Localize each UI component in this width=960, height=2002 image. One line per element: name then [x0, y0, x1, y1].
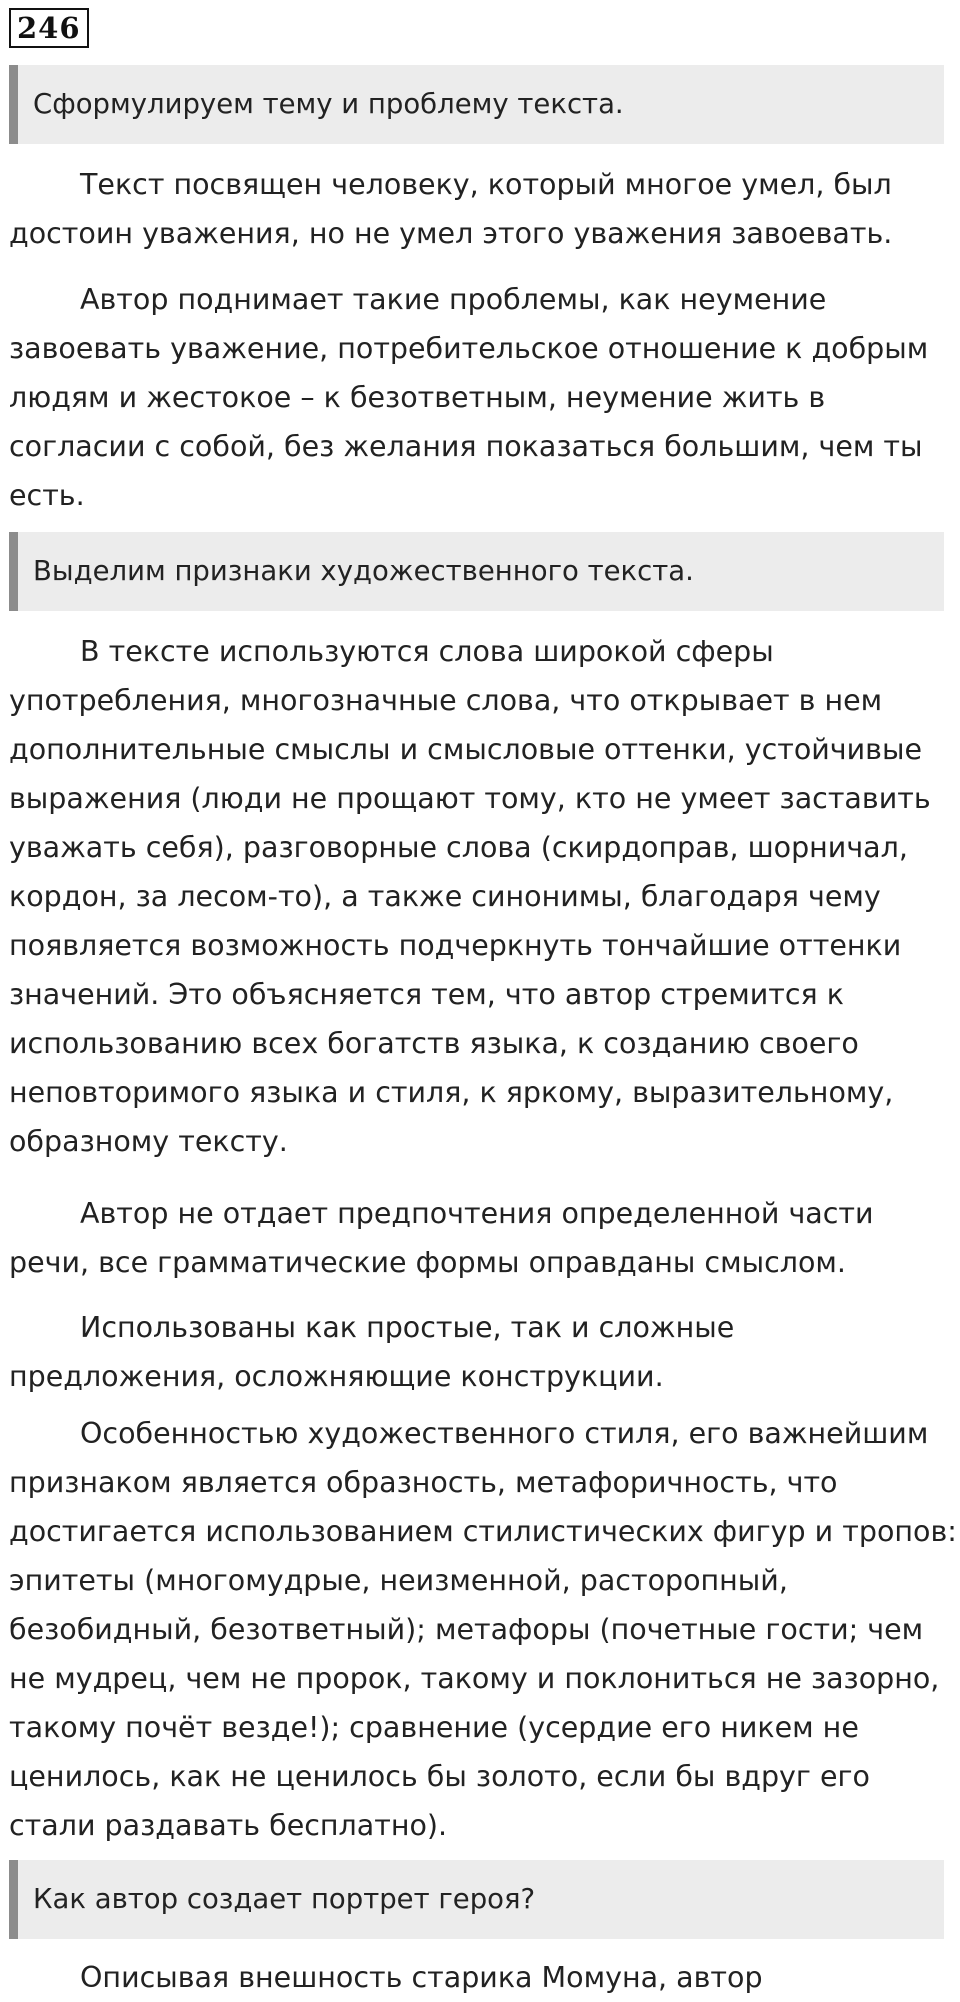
- paragraph: Использованы как простые, так и сложные предложения, осложняющие конструкции.: [9, 1311, 735, 1393]
- paragraph: Особенностью художественного стиля, его важнейшим признаком является образность, метафоричность, что достигается использованием стилистических фигур и тропов: эпитеты (многомудрые, неизменной, расторопный, безобидный, безответный); метафоры (почетные гости; чем не мудрец, чем не пророк, такому и поклониться не зазорно, такому почёт везде!); сравнение (усердие его никем не ценилось, как не ценилось бы золото, если бы вдруг его стали раздавать бесплатно).: [9, 1417, 957, 1842]
- task-number: 246: [9, 8, 89, 48]
- section-heading-theme: Сформулируем тему и проблему текста.: [9, 65, 944, 144]
- paragraph: Автор поднимает такие проблемы, как неумение завоевать уважение, потребительское отношение к добрым людям и жестокое – к безответным, неумение жить в согласии с собой, без желания показаться большим, чем ты есть.: [9, 283, 929, 512]
- paragraph: Автор не отдает предпочтения определенной части речи, все грамматические формы оправданы смыслом.: [9, 1197, 874, 1279]
- paragraph: Текст посвящен человеку, который многое умел, был достоин уважения, но не умел этого уважения завоевать.: [9, 168, 893, 250]
- section-heading-features: Выделим признаки художественного текста.: [9, 532, 944, 611]
- paragraph: В тексте используются слова широкой сферы употребления, многозначные слова, что открывает в нем дополнительные смыслы и смысловые оттенки, устойчивые выражения (люди не прощают тому, кто не умеет заставить уважать себя), разговорные слова (скирдоправ, шорничал, кордон, за лесом-то), а также синонимы, благодаря чему появляется возможность подчеркнуть тончайшие оттенки значений. Это объясняется тем, что автор стремится к использованию всех богатств языка, к созданию своего неповторимого языка и стиля, к яркому, выразительному, образному тексту.: [9, 635, 931, 1158]
- section-heading-portrait: Как автор создает портрет героя?: [9, 1860, 944, 1939]
- paragraph: Описывая внешность старика Момуна, автор: [80, 1961, 763, 1994]
